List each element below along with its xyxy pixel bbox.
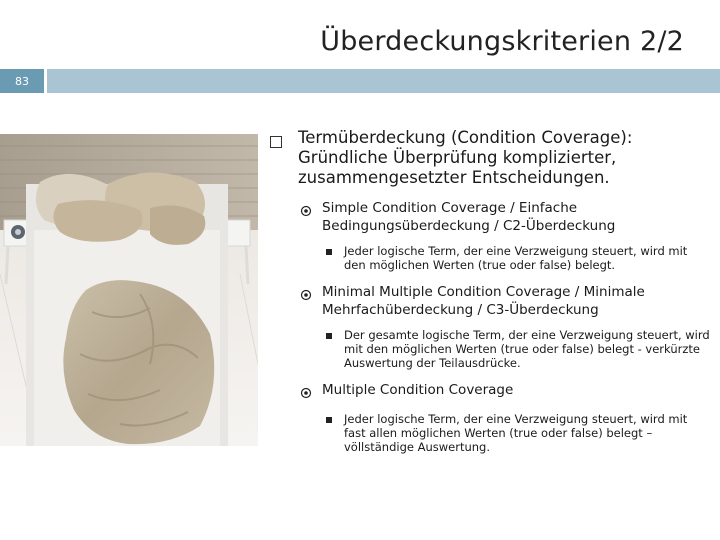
main-bullet-text: Termüberdeckung (Condition Coverage): Gründliche Überprüfung komplizierter, zusammengesetzter Entscheidungen. [298, 128, 633, 187]
detail-bullet [326, 244, 710, 272]
sub-bullet-text: Simple Condition Coverage / Einfache Bedingungsüberdeckung / C2-Überdeckung [322, 200, 616, 234]
bed-illustration [0, 134, 258, 446]
detail-bullet [326, 412, 710, 454]
detail-bullet-text: Der gesamte logische Term, der eine Verzweigung steuert, wird mit den möglichen Werten (true oder false) belegt - verkürzte Auswertung der Teilausdrücke. [344, 328, 710, 370]
target-bullet-icon [300, 384, 312, 403]
sub-bullet [300, 381, 710, 403]
main-bullet [270, 128, 710, 188]
content-area [270, 128, 710, 454]
unmade-bed-photo [0, 134, 258, 446]
target-bullet-icon [300, 202, 312, 221]
sub-bullet-text: Multiple Condition Coverage [322, 382, 514, 398]
sub-bullet-text: Minimal Multiple Condition Coverage / Minimale Mehrfachüberdeckung / C3-Überdeckung [322, 284, 645, 318]
detail-bullet-text: Jeder logische Term, der eine Verzweigung steuert, wird mit den möglichen Werten (true oder false) belegt. [344, 244, 688, 272]
filled-square-bullet-icon [326, 249, 332, 255]
filled-square-bullet-icon [326, 333, 332, 339]
sub-bullet [300, 283, 710, 319]
slide-number-label: 83 [15, 74, 29, 88]
detail-bullet [326, 328, 710, 370]
target-bullet-icon [300, 286, 312, 305]
slide-title: Überdeckungskriterien 2/2 [320, 26, 684, 57]
filled-square-bullet-icon [326, 417, 332, 423]
slide-number [0, 69, 44, 93]
sub-bullet [300, 199, 710, 235]
title-underline-bar [47, 69, 720, 93]
detail-bullet-text: Jeder logische Term, der eine Verzweigung steuert, wird mit fast allen möglichen Werten (true oder false) belegt – völlständige Auswertung. [344, 412, 688, 454]
square-bullet-icon [270, 136, 282, 148]
